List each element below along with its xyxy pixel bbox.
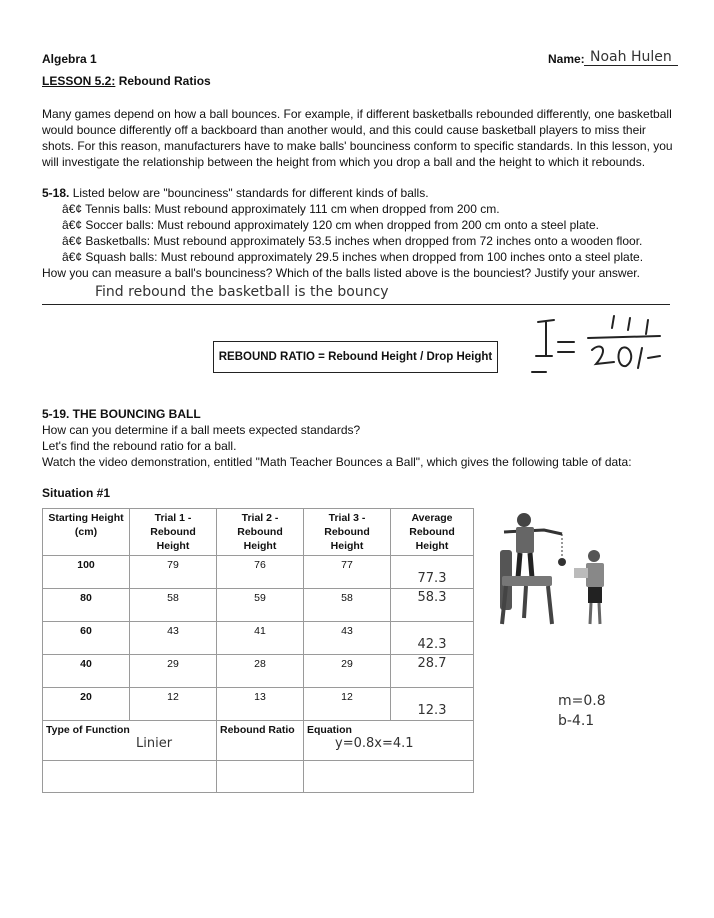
header-cell: Average Rebound Height bbox=[391, 509, 474, 556]
slope-note[interactable]: m=0.8 bbox=[558, 693, 606, 709]
answer-text[interactable]: Find rebound the basketball is the bouncy bbox=[95, 284, 389, 300]
cell-start: 60 bbox=[43, 622, 130, 655]
cell-trial1: 12 bbox=[130, 688, 217, 721]
cell-start: 40 bbox=[43, 655, 130, 688]
cell-average[interactable]: 77.3 bbox=[391, 556, 474, 589]
intro-line: Many games depend on how a ball bounces. For example, if different basketballs rebounded differently, one basketball bbox=[42, 107, 672, 121]
cell-trial3: 12 bbox=[304, 688, 391, 721]
table-blank-row bbox=[43, 761, 474, 793]
table-header-row bbox=[43, 509, 474, 556]
function-type-cell[interactable] bbox=[43, 721, 217, 761]
problem-text: Listed below are "bounciness" standards for different kinds of balls. bbox=[69, 186, 429, 200]
table-row bbox=[43, 589, 474, 622]
cell-trial2: 28 bbox=[217, 655, 304, 688]
cell-trial1: 43 bbox=[130, 622, 217, 655]
function-type-answer: Linier bbox=[136, 736, 173, 751]
course-title: Algebra 1 bbox=[42, 52, 97, 66]
handwritten-scribble bbox=[530, 312, 670, 380]
cell-trial3: 58 bbox=[304, 589, 391, 622]
bullet-item: â€¢ Basketballs: Must rebound approximately 53.5 inches when dropped from 72 inches onto a wooden floor. bbox=[62, 234, 643, 248]
data-table bbox=[42, 508, 474, 793]
header-cell: Trial 2 - Rebound Height bbox=[217, 509, 304, 556]
intro-line: shots. For this reason, manufacturers have to make balls' bounciness conform to specific standards. In this lesson, you bbox=[42, 139, 673, 153]
blank-cell[interactable] bbox=[217, 761, 304, 793]
blank-cell[interactable] bbox=[304, 761, 474, 793]
table-row bbox=[43, 655, 474, 688]
table-row bbox=[43, 688, 474, 721]
table-row bbox=[43, 622, 474, 655]
lesson-title: Rebound Ratios bbox=[115, 74, 211, 88]
cell-trial3: 43 bbox=[304, 622, 391, 655]
table-row bbox=[43, 556, 474, 589]
rebound-ratio-cell[interactable] bbox=[217, 721, 304, 761]
cell-average[interactable]: 12.3 bbox=[391, 688, 474, 721]
bullet-item: â€¢ Squash balls: Must rebound approximately 29.5 inches when dropped from 100 inches onto a steel plate. bbox=[62, 250, 644, 264]
formula-box: REBOUND RATIO = Rebound Height / Drop Height bbox=[213, 341, 498, 373]
problem-title: 5-19. THE BOUNCING BALL bbox=[42, 407, 201, 421]
intercept-note[interactable]: b-4.1 bbox=[558, 713, 595, 729]
teacher-drop-illustration bbox=[494, 510, 614, 630]
intro-line: will investigate the relationship between the height from which you drop a ball and the height to which it rebounds. bbox=[42, 155, 646, 169]
bullet-item: â€¢ Tennis balls: Must rebound approximately 111 cm when dropped from 200 cm. bbox=[62, 202, 500, 216]
cell-trial2: 13 bbox=[217, 688, 304, 721]
problem-5-18 bbox=[42, 185, 692, 281]
header-cell: Starting Height (cm) bbox=[43, 509, 130, 556]
cell-start: 20 bbox=[43, 688, 130, 721]
situation-label: Situation #1 bbox=[42, 486, 111, 500]
lesson-number: LESSON 5.2: bbox=[42, 74, 116, 88]
rebound-ratio-label: Rebound Ratio bbox=[220, 724, 295, 736]
problem-5-19 bbox=[42, 406, 702, 470]
name-label: Name: bbox=[548, 52, 585, 66]
problem-line: Watch the video demonstration, entitled "Math Teacher Bounces a Ball", which gives the following table of data: bbox=[42, 455, 632, 469]
teacher-head-icon bbox=[517, 513, 531, 527]
equation-cell[interactable] bbox=[304, 721, 474, 761]
equation-answer: y=0.8x=4.1 bbox=[335, 736, 414, 751]
question-text: How you can measure a ball's bounciness? Which of the balls listed above is the bounciest? Justify your answer. bbox=[42, 266, 640, 280]
cell-trial1: 29 bbox=[130, 655, 217, 688]
intro-line: would bounce differently off a backboard than another would, and this could cause basketball players to miss their bbox=[42, 123, 646, 137]
name-field[interactable]: Noah Hulen bbox=[584, 49, 678, 66]
cell-trial1: 79 bbox=[130, 556, 217, 589]
cell-trial3: 77 bbox=[304, 556, 391, 589]
equation-label: Equation bbox=[307, 724, 352, 736]
problem-number: 5-18. bbox=[42, 186, 70, 200]
problem-line: Let's find the rebound ratio for a ball. bbox=[42, 439, 237, 453]
blank-cell[interactable] bbox=[43, 761, 217, 793]
header-cell: Trial 3 - Rebound Height bbox=[304, 509, 391, 556]
answer-line bbox=[42, 304, 670, 305]
cell-average[interactable]: 58.3 bbox=[391, 589, 474, 622]
table-footer-row bbox=[43, 721, 474, 761]
lesson-heading bbox=[42, 74, 211, 88]
function-type-label: Type of Function bbox=[46, 724, 130, 736]
cell-trial3: 29 bbox=[304, 655, 391, 688]
cell-average[interactable]: 42.3 bbox=[391, 622, 474, 655]
cell-trial2: 41 bbox=[217, 622, 304, 655]
cell-trial2: 59 bbox=[217, 589, 304, 622]
cell-trial1: 58 bbox=[130, 589, 217, 622]
intro-paragraph bbox=[42, 106, 682, 170]
cell-average[interactable]: 28.7 bbox=[391, 655, 474, 688]
cell-trial2: 76 bbox=[217, 556, 304, 589]
header-cell: Trial 1 - Rebound Height bbox=[130, 509, 217, 556]
cell-start: 100 bbox=[43, 556, 130, 589]
bullet-item: â€¢ Soccer balls: Must rebound approximately 120 cm when dropped from 200 cm onto a steel plate. bbox=[62, 218, 599, 232]
problem-line: How can you determine if a ball meets expected standards? bbox=[42, 423, 361, 437]
cell-start: 80 bbox=[43, 589, 130, 622]
